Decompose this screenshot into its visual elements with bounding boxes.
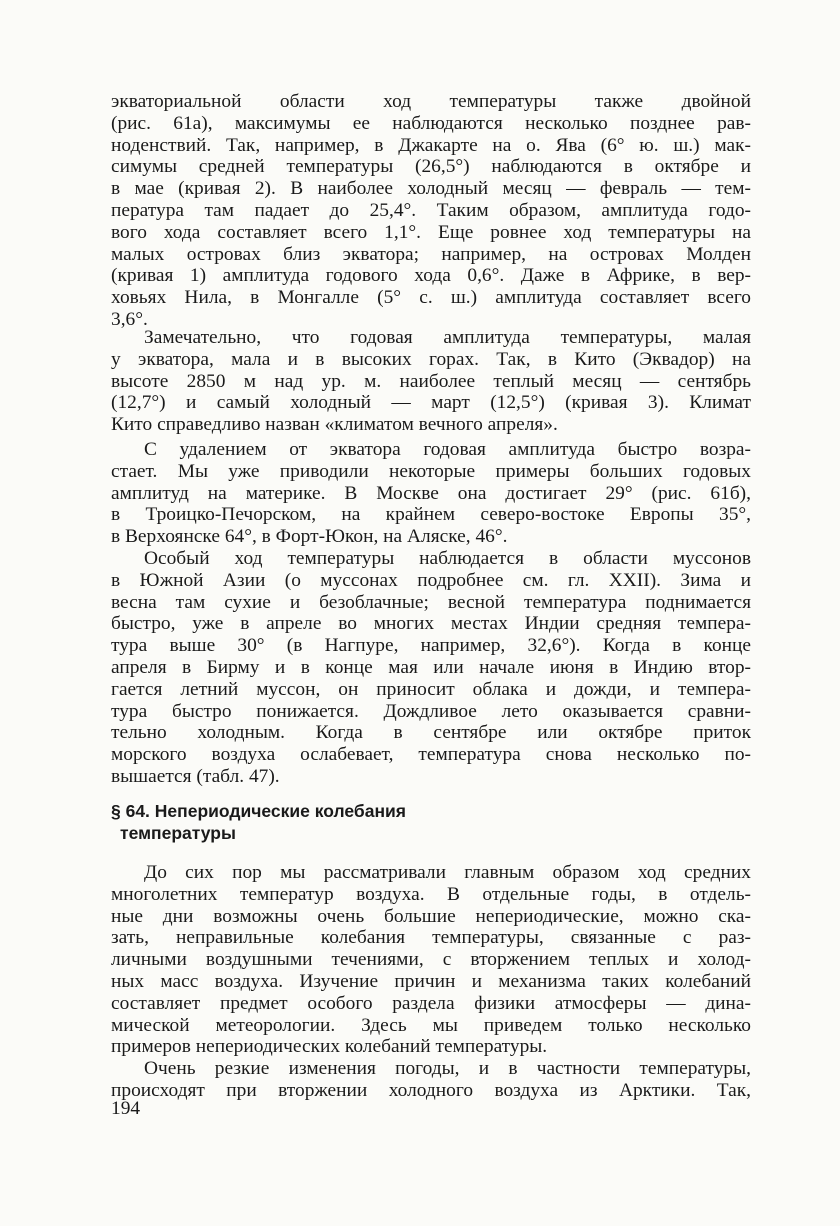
text-line: в Верхоянске 64°, в Форт-Юкон, на Аляске, 46°. [111,526,508,548]
text-line: в Троицко-Печорском, на крайнем северо-востоке Европы 35°, [111,504,751,526]
text-line: составляет предмет особого раздела физики атмосферы — дина- [111,992,751,1014]
text-line: тура выше 30° (в Нагпуре, например, 32,6°). Когда в конце [111,635,751,657]
text-line: Особый ход температуры наблюдается в области муссонов [144,548,751,569]
text-line: амплитуд на материке. В Москве она достигает 29° (рис. 61б), [111,482,751,504]
text-line: ных масс воздуха. Изучение причин и механизма таких колебаний [111,970,751,992]
text-line: зать, неправильные колебания температуры, связанные с раз- [111,927,751,949]
text-line: высоте 2850 м над ур. м. наиболее теплый месяц — сентябрь [111,370,751,392]
paragraph-arctic-intrusion [111,1058,751,1102]
text-line: весна там сухие и безоблачные; весной температура поднимается [111,591,751,613]
page-number: 194 [111,1098,141,1119]
text-line: Замечательно, что годовая амплитуда температуры, малая [144,327,751,348]
text-line: До сих пор мы рассматривали главным образом ход средних [144,862,751,883]
paragraph-mountain-amplitude [111,327,751,436]
text-line: тельно холодным. Когда в сентябре или октябре приток [111,722,751,744]
paragraph-equatorial-temperature [111,91,751,331]
text-line: 3,6°. [111,308,148,330]
section-heading [111,800,406,844]
text-line: происходят при вторжении холодного воздуха из Арктики. Так, [111,1079,751,1101]
text-line: симумы средней температуры (26,5°) наблюдаются в октябре и [111,156,751,178]
text-line: экваториальной области ход температуры также двойной [111,91,751,112]
text-line: вышается (табл. 47). [111,765,280,787]
text-line: (кривая 1) амплитуда годового хода 0,6°. Даже в Африке, в вер- [111,265,751,287]
text-line: Очень резкие изменения погоды, и в частности температуры, [144,1058,751,1079]
section-heading-line: температуры [120,823,236,843]
text-line: вого хода составляет всего 1,1°. Еще ровнее ход температуры на [111,221,751,243]
paragraph-nonperiodic-intro [111,862,751,1058]
text-line: мической метеорологии. Здесь мы приведем только несколько [111,1014,751,1036]
text-line: Кито справедливо назван «климатом вечного апреля». [111,414,558,436]
text-line: гается летний муссон, он приносит облака и дожди, и темпера- [111,678,751,700]
text-line: морского воздуха ослабевает, температура снова несколько по- [111,744,751,766]
text-line: у экватора, мала и в высоких горах. Так, в Кито (Эквадор) на [111,348,751,370]
text-line: тура быстро понижается. Дождливое лето оказывается сравни- [111,700,751,722]
text-line: личными воздушными течениями, с вторжением теплых и холод- [111,949,751,971]
paragraph-amplitude-increase [111,439,751,548]
text-line: малых островах близ экватора; например, на островах Молден [111,243,751,265]
text-line: ховьях Нила, в Монгалле (5° с. ш.) амплитуда составляет всего [111,287,751,309]
text-line: в мае (кривая 2). В наиболее холодный месяц — февраль — тем- [111,178,751,200]
text-line: примеров непериодических колебаний температуры. [111,1036,548,1058]
section-heading-line: § 64. Непериодические колебания [111,801,406,821]
text-line: быстро, уже в апреле во многих местах Индии средняя темпера- [111,613,751,635]
text-line: С удалением от экватора годовая амплитуда быстро возра- [144,439,751,460]
text-line: (рис. 61а), максимумы ее наблюдаются несколько позднее рав- [111,112,751,134]
text-line: ные дни возможны очень большие непериодические, можно ска- [111,905,751,927]
text-line: апреля в Бирму и в конце мая или начале июня в Индию втор- [111,656,751,678]
text-line: многолетних температур воздуха. В отдельные годы, в отдель- [111,883,751,905]
text-line: в Южной Азии (о муссонах подробнее см. гл. XXII). Зима и [111,569,751,591]
text-line: ноденствий. Так, например, в Джакарте на о. Ява (6° ю. ш.) мак- [111,134,751,156]
text-line: пература там падает до 25,4°. Таким образом, амплитуда годо- [111,199,751,221]
text-line: (12,7°) и самый холодный — март (12,5°) (кривая 3). Климат [111,392,751,414]
paragraph-monsoon-region [111,548,751,788]
text-line: стает. Мы уже приводили некоторые примеры больших годовых [111,460,751,482]
